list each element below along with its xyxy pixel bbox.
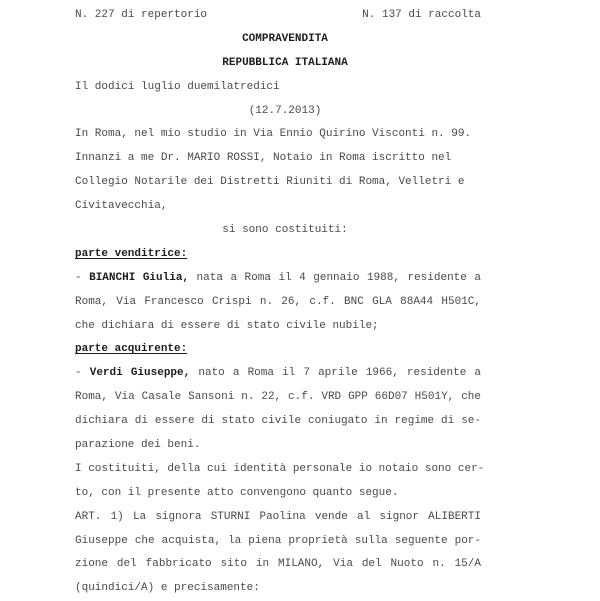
text-segment: Giuseppe che acquista, la piena proprietà sulla seguente por- — [75, 534, 481, 547]
text-segment: I costituiti, della cui identità personale io notaio sono cer- — [75, 462, 485, 475]
seller-identity-line — [75, 267, 481, 291]
seller-identity-line-2 — [75, 291, 481, 315]
selling-party-heading — [75, 243, 481, 267]
text-segment: dichiara di essere di stato civile coniugato in regime di se- — [75, 415, 481, 428]
text-segment: parte venditrice: — [75, 247, 188, 260]
text-segment: Roma, Via Casale Sansoni n. 22, c.f. VRD GPP 66D07 H501Y, che — [75, 391, 481, 404]
text-segment: COMPRAVENDITA — [242, 32, 328, 45]
notary-line-2 — [75, 171, 481, 195]
repertorio-raccolta-header — [75, 4, 481, 28]
raccolta-number: N. 137 di raccolta — [362, 9, 481, 21]
notary-line — [75, 147, 481, 171]
date-in-words — [75, 76, 481, 100]
text-segment: to, con il presente atto convengono quanto segue. — [75, 486, 399, 499]
text-segment: zione del fabbricato sito in MILANO, Via del Nuoto n. 15/A — [75, 558, 481, 571]
text-segment: nata a Roma il 4 gennaio 1988, residente a — [189, 271, 481, 284]
document-body — [75, 4, 485, 601]
venue-line — [75, 123, 481, 147]
text-segment: (quindici/A) e precisamente: — [75, 582, 260, 595]
text-segment: Roma, Via Francesco Crispi n. 26, c.f. BNC GLA 88A44 H501C, — [75, 295, 481, 308]
text-segment: - — [75, 367, 90, 380]
constituted-parties-intro — [82, 219, 488, 243]
repertorio-number: N. 227 di repertorio — [75, 9, 208, 21]
article-1-line-4 — [75, 577, 481, 601]
buying-party-heading — [75, 338, 481, 362]
text-segment: nato a Roma il 7 aprile 1966, residente a — [190, 367, 482, 380]
text-segment: - — [75, 271, 90, 284]
identity-certainty-line — [75, 458, 485, 482]
text-segment: Innanzi a me Dr. MARIO ROSSI, Notaio in Roma iscritto nel — [75, 152, 452, 165]
text-segment: In Roma, nel mio studio in Via Ennio Quirino Visconti n. 99. — [75, 128, 472, 141]
notary-line-3 — [75, 195, 481, 219]
article-1-line-3 — [75, 553, 481, 577]
article-1-line — [75, 506, 481, 530]
buyer-identity-line-4 — [75, 434, 481, 458]
text-segment: Civitavecchia, — [75, 200, 168, 213]
text-segment: che dichiara di essere di stato civile nubile; — [75, 319, 379, 332]
identity-certainty-line-2 — [75, 482, 481, 506]
buyer-identity-line-3 — [75, 410, 481, 434]
text-segment: Verdi Giuseppe, — [89, 367, 191, 380]
text-segment: REPUBBLICA ITALIANA — [222, 56, 348, 69]
article-1-line-2 — [75, 530, 481, 554]
text-segment: parte acquirente: — [75, 343, 188, 356]
buyer-identity-line — [75, 362, 481, 386]
seller-identity-line-3 — [75, 315, 481, 339]
text-segment: Il dodici luglio duemilatredici — [75, 80, 280, 93]
text-segment: (12.7.2013) — [248, 104, 322, 117]
text-segment: parazione dei beni. — [75, 439, 201, 452]
text-segment: BIANCHI Giulia, — [89, 271, 190, 284]
subtitle-repubblica-italiana — [82, 52, 488, 76]
document-title — [82, 28, 488, 52]
text-segment: si sono costituiti: — [222, 224, 348, 237]
date-numeric — [82, 100, 488, 124]
buyer-identity-line-2 — [75, 386, 481, 410]
text-segment: Collegio Notarile dei Distretti Riuniti di Roma, Velletri e — [75, 176, 465, 189]
text-segment: ART. 1) La signora STURNI Paolina vende al signor ALIBERTI — [75, 510, 481, 523]
